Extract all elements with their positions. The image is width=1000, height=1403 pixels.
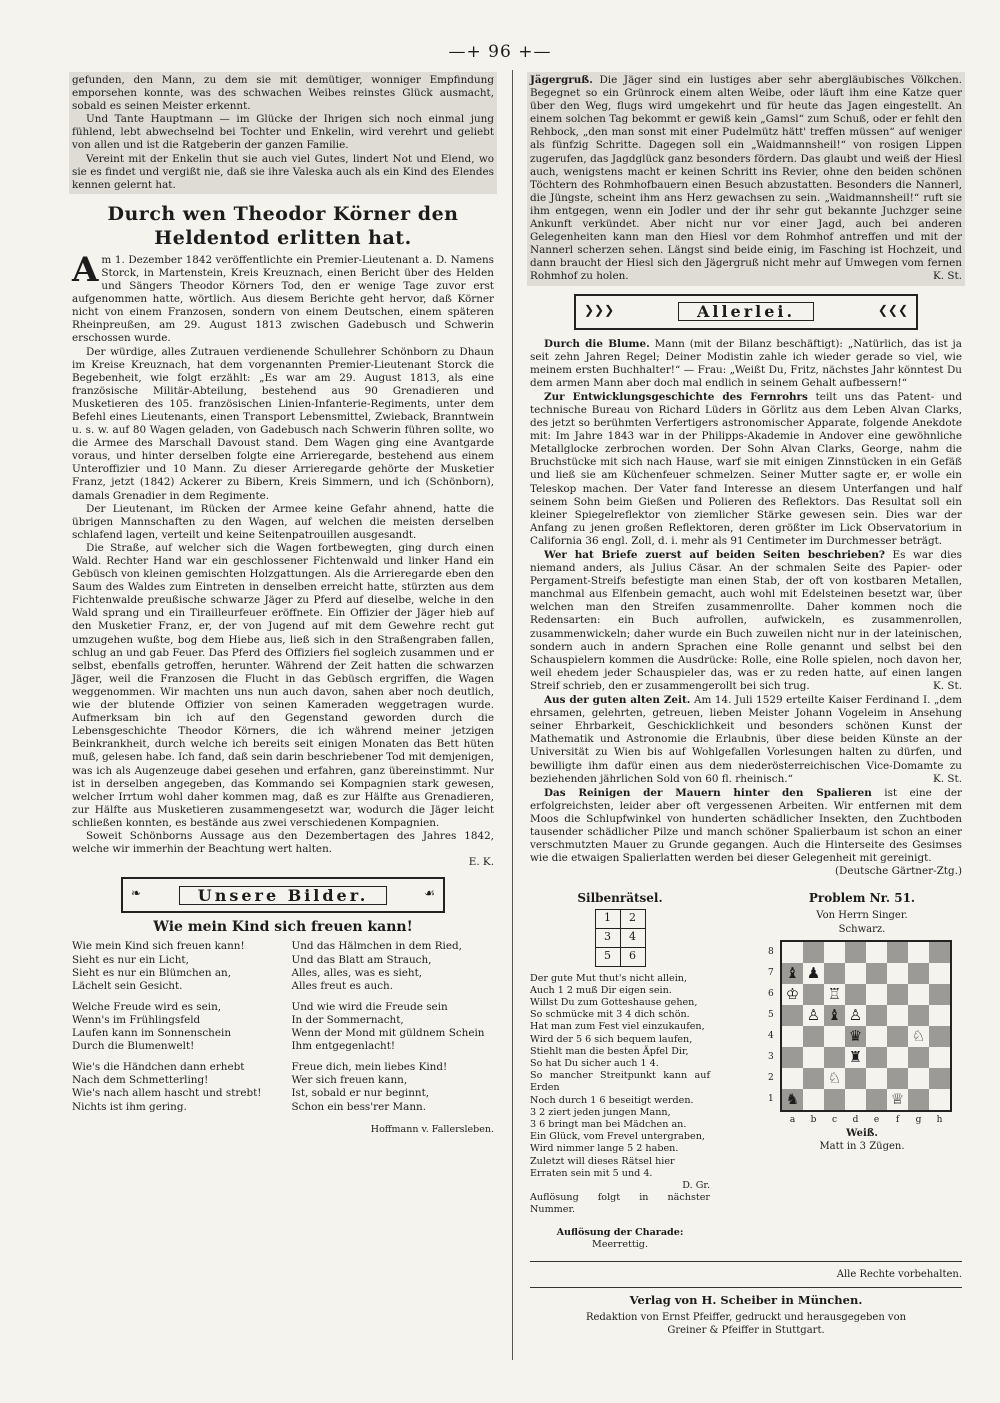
jaeger-signature: K. St. [933,270,962,283]
silben-line: So mancher Streitpunkt kann auf Erden [530,1070,710,1094]
chess-square [929,1068,950,1089]
chess-square [866,1047,887,1068]
allerlei-item [530,549,962,693]
item-heading: Zur Entwicklungsgeschichte des Fernrohrs [544,390,808,403]
silben-line: Ein Glück, vom Frevel untergraben, [530,1131,705,1143]
koerner-article [72,249,494,869]
chess-square [887,1068,908,1089]
allerlei-items [530,338,962,879]
silben-line: 3 6 bringt man bei Mädchen an. [530,1118,687,1130]
chess-square [824,1047,845,1068]
chess-square [782,1047,803,1068]
chess-ranks [768,942,774,1110]
rights-notice: Alle Rechte vorbehalten. [836,1269,962,1281]
poem-credit: Hoffmann v. Fallersleben. [370,1123,494,1135]
allerlei-item [530,786,962,878]
item-signature: (Deutsche Gärtner-Ztg.) [834,865,962,878]
item-signature: K. St. [933,772,962,785]
silben-grid-cell: 2 [620,909,645,928]
file-label: e [873,1114,880,1125]
chess-square [887,1047,908,1068]
rank-label: 8 [768,946,774,957]
rank-label: 5 [768,1009,774,1020]
right-column [530,72,962,1337]
poem-column-1 [72,940,275,1121]
article-signature: E. K. [468,856,494,869]
poem-stanza: Wie mein Kind sich freuen kann! Sieht es nur ein Licht, Sieht es nur ein Blümchen an, Lächelt sein Gesicht. [72,940,245,993]
file-label: g [915,1114,922,1125]
chess-square [929,1089,950,1110]
chess-square [845,984,866,1005]
chess-square: ♞ [782,1089,803,1110]
chess-square [824,942,845,963]
charade-heading: Auflösung der Charade: [556,1226,684,1238]
paragraph: gefunden, den Mann, zu dem sie mit demütiger, wonniger Empfindung emporsehen konnte, was des schwachen Weibes reinstes Glück ausmacht, sobald es seinen Meister erkennt. [72,74,494,113]
allerlei-item [530,391,962,548]
chess-square: ♝ [782,963,803,984]
silben-line: 3 2 ziert jeden jungen Mann, [530,1106,671,1118]
poem [72,940,494,1121]
chess-square [908,1047,929,1068]
page-number: —+ 96 +— [448,42,552,62]
silben-grid-cell: 1 [595,909,620,928]
chess-square [887,942,908,963]
item-heading: Wer hat Briefe zuerst auf beiden Seiten beschrieben? [544,549,886,561]
paragraph: Der Lieutenant, im Rücken der Armee keine Gefahr ahnend, hatte die übrigen Mannschaften zu den Wagen, auf welchen die meisten derselben schlafend lagen, verteilt und keine Seitenpatrouillen ausgesandt. [72,502,494,541]
silben-line: Stiehlt man die besten Äpfel Dir, [530,1045,689,1057]
file-label: h [936,1114,943,1125]
chess-square: ♔ [782,984,803,1005]
chess-square [908,984,929,1005]
column-divider [512,70,513,1360]
ornament-icon: ❮❮❮ [877,302,908,317]
file-label: c [831,1114,838,1125]
divider [530,1261,962,1262]
chess-files [782,1114,962,1127]
silben-line: Der gute Mut thut's nicht allein, [530,972,688,984]
silben-grid-cell: 4 [620,928,645,947]
chess-square [929,1047,950,1068]
charade-answer: Meerrettig. [592,1238,648,1250]
poem-stanza: Und das Hälmchen in dem Ried, Und das Blatt am Strauch, Alles, alles, was es sieht, Alles freut es auch. [291,940,462,993]
chess-square: ♙ [803,1005,824,1026]
silben-line: Noch durch 1 6 beseitigt werden. [530,1094,694,1106]
left-column [72,72,494,1136]
chess-square [824,1026,845,1047]
silben-signature: D. Gr. [682,1180,710,1191]
chess-square [887,984,908,1005]
chess-square [866,984,887,1005]
silben-line: Wird der 5 6 sich bequem laufen, [530,1033,693,1045]
chess-square [866,1068,887,1089]
chess-top-label: Schwarz. [838,923,886,935]
jaeger-article [527,72,965,286]
chess-square [845,963,866,984]
paragraph: Vereint mit der Enkelin thut sie auch viel Gutes, lindert Not und Elend, wo sie es findet und vergißt nie, daß sie ihre Valeska auch als ein Kind des Elendes kennen gelernt hat. [72,152,494,191]
paragraph: Der würdige, alles Zutrauen verdienende Schullehrer Schönborn zu Dhaun im Kreise Kreuznach, hat dem vorgenannten Premier-Lieutenant Storck die Begebenheit, wie folgt erzählt: „Es war am 29. August 1813, als eine französische Militär-Abteilung, bestehend aus 90 Grenadieren und Musketieren des 105. französischen Linien-Infanterie-Regiments, unter dem Befehl eines Lieutenants, einen Transport Lebensmittel, Zwieback, Branntwein u. s. w. auf 80 Wagen geladen, von Gadebusch nach Schwerin führen sollte, wo die Armee des Marschall Davoust stand. Dem Wagen ging eine Avantgarde voraus, und hinter derselben folgte eine Arrieregarde, bestehend aus einem Unteroffizier und 10 Mann. Zu dieser Arrieregarde gehörte der Musketier Franz, jetzt (1842) Ackerer zu Bibern, Kreis Simmern, und ich (Schönborn), damals Grenadier in dem Regimente. [72,345,494,502]
section-banner-allerlei [574,294,918,330]
ornament-icon: ❯❯❯ [584,302,615,317]
file-label: f [895,1114,900,1125]
rank-label: 4 [768,1030,774,1041]
silben-line: Willst Du zum Gotteshause gehen, [530,996,698,1008]
rank-label: 7 [768,967,774,978]
publisher: Verlag von H. Scheiber in München. [629,1293,863,1308]
section-banner-unsere-bilder [121,877,445,913]
chess-square: ♕ [887,1089,908,1110]
poem-stanza: Welche Freude wird es sein, Wenn's im Frühlingsfeld Laufen kann im Sonnenschein Durch die Blumenwelt! [72,1000,232,1053]
chess-square [782,1005,803,1026]
item-heading: Durch die Blume. [544,337,650,350]
ornament-icon: ❧ [131,886,142,901]
divider [530,1287,962,1288]
silben-title: Silbenrätsel. [577,891,663,906]
chess-square: ♟ [803,963,824,984]
silben-line: Wird nimmer lange 5 2 haben. [530,1143,679,1155]
chess-square: ♝ [824,1005,845,1026]
chess-square [929,1005,950,1026]
chess-square [803,984,824,1005]
chess-square [845,1089,866,1110]
chess-square [929,1026,950,1047]
chess-square [866,1005,887,1026]
chess-square [866,1089,887,1110]
silben-grid-cell: 3 [595,928,620,947]
silben-note: Auflösung folgt in nächster Nummer. [530,1192,710,1216]
chess-square [908,1005,929,1026]
rank-label: 2 [768,1072,774,1083]
chess-square [866,942,887,963]
rank-label: 1 [768,1093,774,1104]
chess-square [803,1068,824,1089]
chess-square [845,1068,866,1089]
chess-square [782,942,803,963]
chess-square: ♖ [824,984,845,1005]
chess-author: Von Herrn Singer. [816,910,908,922]
chess-square [887,1026,908,1047]
chess-square [845,942,866,963]
editor-line-2: Greiner & Pfeiffer in Stuttgart. [667,1325,825,1337]
silben-line: Hat man zum Fest viel einzukaufen, [530,1021,705,1033]
chess-square [866,963,887,984]
allerlei-item [530,338,962,390]
chess-square: ♘ [908,1026,929,1047]
silben-line: So schmücke mit 3 4 dich schön. [530,1009,690,1021]
item-signature: K. St. [933,679,962,692]
article-title: Durch wen Theodor Körner den Heldentod erlitten hat. [107,202,459,249]
section-banner-label: Unsere Bilder. [179,886,388,905]
paragraph: Und Tante Hauptmann — im Glücke der Ihrigen sich noch einmal jung fühlend, lebt abwechselnd bei Tochter und Enkelin, wird verehrt und geliebt von allen und ist die Ratgeberin der ganzen Familie. [72,113,494,152]
file-label: d [852,1114,859,1125]
chess-bottom-label: Weiß. [846,1127,878,1139]
item-text: ist eine der erfolgreichsten, leider aber oft vergessenen Arbeiten. Wir entfernen mit dem Moos die Schlupfwinkel von hunderten schädlicher Insekten, den Zuchtboden tausender schädlicher Pilze und manch schöner Spalierbaum ist schon an einer verschmutzten Mauer zu Grunde gegangen. Auch die Hinterseite des Gesimses wie die etwaigen Spalierlatten werden bei dieser Gelegenheit mit gereinigt. [530,786,962,865]
poem-column-2 [291,940,494,1121]
chess-square [929,963,950,984]
chess-square [782,1068,803,1089]
chess-task: Matt in 3 Zügen. [819,1140,905,1152]
paragraph: Soweit Schönborns Aussage aus den Dezembertagen des Jahres 1842, welche wir immerhin der Beachtung wert halten. [72,829,494,856]
chess-square: ♘ [824,1068,845,1089]
silben-grid-cell: 6 [620,947,645,966]
poem-stanza: Wie's die Händchen dann erhebt Nach dem Schmetterling! Wie's nach allem hascht und strebt! Nichts ist ihm gering. [72,1060,262,1113]
chess-square: ♜ [845,1047,866,1068]
rank-label: 3 [768,1051,774,1062]
chess-square [887,1005,908,1026]
chess-square [866,1026,887,1047]
chess-square: ♙ [845,1005,866,1026]
ornament-icon: ☙ [424,886,435,901]
poem-stanza: Und wie wird die Freude sein In der Sommernacht, Wenn der Mond mit güldnem Schein Ihm entgegenlacht! [291,1000,485,1053]
item-text: teilt uns das Patent- und technische Bureau von Richard Lüders in Görlitz aus dem Leben Alvan Clarks, des jetzt so berühmten Verfertigers astronomischer Apparate, folgende Anekdote mit: Im Jahre 1843 war in der Philipps-Akademie in Andover eine gewöhnliche Metallglocke zerbrochen worden. Der Sohn Alvan Clarks, George, nahm die Bruchstücke mit sich nach Hause, warf sie mit einigen Zinnstücken in ein Gefäß und ließ sie am Küchenfeuer schmelzen. Seiner Mutter sagte er, er wolle ein Teleskop machen. Der Vater fand Interesse an diesem Unterfangen und half seinem Sohn beim Gießen und Polieren des Reflektors. Das Resultat soll ein kleiner Spiegelreflektor von ziemlicher Stärke gewesen sein. Dies war der Anfang zu jenen großen Reflektoren, deren größter im Lick Observatorium in California 36 engl. Zoll, d. i. mehr als 91 Centimeter im Durchmesser beträgt. [530,390,962,547]
story-ending [69,72,497,194]
silben-grid [595,909,646,967]
chess-square [929,942,950,963]
item-heading: Das Reinigen der Mauern hinter den Spalieren [544,786,872,799]
chess-square [908,963,929,984]
item-heading: Aus der guten alten Zeit. [544,694,691,707]
chess-square [824,963,845,984]
chess-square [782,1026,803,1047]
dropcap: A [72,249,99,290]
chess-title: Problem Nr. 51. [808,891,916,906]
silben-line: Erraten sein mit 5 und 4. [530,1167,653,1179]
silben-lines [530,973,710,1180]
jaeger-heading: Jägergruß. [530,74,593,86]
chess-square [803,1047,824,1068]
silbenraetsel [530,892,710,1251]
puzzles [530,892,962,1251]
allerlei-item [530,694,962,786]
silben-line: Zuletzt will dieses Rätsel hier [530,1155,675,1167]
file-label: a [789,1114,796,1125]
chess-square [803,942,824,963]
chess-square [908,1089,929,1110]
section-banner-label: Allerlei. [678,302,814,321]
chess-square [908,942,929,963]
footer [530,1268,962,1337]
silben-grid-cell: 5 [595,947,620,966]
item-text: Am 14. Juli 1529 erteilte Kaiser Ferdinand I. „dem ehrsamen, gelehrten, getreuen, lieben Meister Johann Vogeleim in Ansehung seiner Ehrbarkeit, Geschicklichkeit und besonders schönen Kunst der Mathematik und Astronomie die Erlaubnis, über diese beiden Künste an der Universität zu Wien bis auf Wohlgefallen Vorlesungen halten zu dürfen, und bewilligte ihm dafür einen aus dem niederösterreichischen Vice-Domamte zu beziehenden jährlichen Sold von 60 fl. rheinisch.“ [530,694,962,785]
chess-square [803,1089,824,1110]
chess-square: ♛ [845,1026,866,1047]
chess-square [929,984,950,1005]
chess-square [803,1026,824,1047]
paragraph: m 1. Dezember 1842 veröffentlichte ein Premier-Lieutenant a. D. Namens Storck, in Martenstein, Kreis Kreuznach, einen Bericht über des Helden und Sängers Theodor Körners Tod, den er wenige Tage zuvor erst aufgenommen hatte, wörtlich. Aus diesem Berichte geht hervor, daß Körner nicht von einem Franzosen, sondern von einem Deutschen, einem späteren Rheinpreußen, am 29. August 1813 zwischen Gadebusch und Schwerin erschossen wurde. [72,253,494,345]
jaeger-text: Die Jäger sind ein lustiges aber sehr abergläubisches Völkchen. Begegnet so ein Grünrock einem alten Weibe, oder läuft ihm eine Katze quer über den Weg, flugs wird umgekehrt und für heute das Jagen eingestellt. An einem solchen Tag bekommt er gewiß kein „Gamsl“ zum Schuß, oder er fehlt den Rehbock, „den man sonst mit einer Pudelmütz hätt' treffen müssen“ auf weniger als fünfzig Schritte. Dagegen soll ein „Waidmannsheil!“ von rosigen Lippen zugerufen, das Jagdglück ganz besonders fördern. Das glaubt und weiß der Hiesl auch, wenigstens macht er keinen Schritt ins Revier, ohne den beiden schönen Töchtern des Rohmhofbauern einen Besuch abzustatten. Besonders die Nannerl, die Jüngste, scheint ihm ans Herz gewachsen zu sein. „Waidmannsheil!“ ruft sie ihm entgegen, wenn ein Jodler und der ihr sehr gut bekannte Juchzger seine Ankunft verkündet. Aber nicht nur vor einer Jagd, auch bei anderen Gelegenheiten kann man den Hiesl vor dem Rohmhof antreffen und mit der Nannerl scherzen sehen. Längst sind beide einig, im Fasching ist Hochzeit, und dann braucht der Hiesl sich den Jägergruß nicht mehr auf Umwegen vom fernen Rohmhof zu holen. [530,74,962,283]
silben-line: Auch 1 2 muß Dir eigen sein. [530,984,672,996]
silben-line: So hat Du sicher auch 1 4. [530,1057,659,1069]
item-text: Mann (mit der Bilanz beschäftigt): „Natürlich, das ist ja seit zehn Jahren Regel; Deiner Modistin zahle ich wieder gerade so viel, wie meinem ersten Buchhalter!“ — Frau: „Weißt Du, Fritz, nächstes Jahr könntest Du dem armen Mann aber doch mal endlich in seinem Gehalt aufbessern!“ [530,337,962,389]
chess-square [824,1089,845,1110]
paragraph: Die Straße, auf welcher sich die Wagen fortbewegten, ging durch einen Wald. Rechter Hand war ein geschlossener Fichtenwald und linker Hand ein Gebüsch von kleinen gemischten Holzgattungen. Als die Arrieregarde eben den Saum des Waldes zum Eintreten in denselben erreicht hatte, stürzten aus dem Fichtenwalde preußische schwarze Jäger zu Pferd auf dieselbe, welche in den Wald sprang und ein Tirailleurfeuer eröffnete. Ein Offizier der Jäger hieb auf den Musketier Franz, er, der von Jugend auf mit dem Gewehre recht gut umzugehen wußte, bog dem Hiebe aus, ließ sich in den Straßengraben fallen, schlug an und gab Feuer. Das Pferd des Offiziers fiel sogleich zusammen und er selbst, ebenfalls getroffen, herunter. Während der Zeit hatten die schwarzen Jäger, weil die Franzosen die Flucht in das Gebüsch ergriffen, die Wagen weggenommen. Wir machten uns nun auch davon, sahen aber noch deutlich, wie der blutende Offizier von seinen Kameraden weggetragen wurde. Aufmerksam bin ich auf den Gegenstand geworden durch die Lebensgeschichte Theodor Körners, die ich während meiner jetzigen Beinkrankheit, durch welche ich bereits seit einigen Monaten das Bett hüten muß, gelesen habe. Ich fand, daß sein darin beschriebener Tod mit demjenigen, was ich als Augenzeuge dabei gesehen und erfahren, ganz übereinstimmt. Nur ist in derselben angegeben, das Kommando sei Kompagnien stark gewesen, welcher Irrtum wohl daher kommen mag, daß es zur Hälfte aus Grenadieren, zur Hälfte aus Musketieren zusammengesetzt war, wodurch die Jäger leicht schließen konnten, es bestände aus zwei verschiedenen Kompagnien. [72,541,494,829]
rank-label: 6 [768,988,774,999]
chess-square [887,963,908,984]
editor-line-1: Redaktion von Ernst Pfeiffer, gedruckt und herausgegeben von [585,1312,907,1324]
chess-square [908,1068,929,1089]
poem-title: Wie mein Kind sich freuen kann! [153,919,413,936]
charade-solution [530,1227,710,1251]
file-label: b [810,1114,817,1125]
item-text: Es war dies niemand anders, als Julius Cäsar. An der schmalen Seite des Papier- oder Pergament-Streifs befestigte man einen Stab, der oft von kostbaren Metallen, manchmal aus Elfenbein gemacht, auch wohl mit Edelsteinen besetzt war, über welchen man den Streifen zusammenrollte. Daher kommen noch die Redensarten: ein Buch aufrollen, aufwickeln, es zusammenrollen, zusammenwickeln; daher wurde ein Buch zuweilen nicht nur in der lateinischen, sondern auch in andern Sprachen eine Rolle genannt und selbst bei den Schauspielern kommen die Ausdrücke: Rolle, eine Rolle spielen, noch davon her, weil ehedem jeder Schauspieler das, was er zu reden hatte, auf einen langen Streif schrieb, den er zusammengerollt bei sich trug. [530,549,962,692]
chess-board [768,940,952,1112]
poem-stanza: Freue dich, mein liebes Kind! Wer sich freuen kann, Ist, sobald er nur beginnt, Schon ein bess'rer Mann. [291,1060,448,1113]
chess-problem [762,892,962,1251]
